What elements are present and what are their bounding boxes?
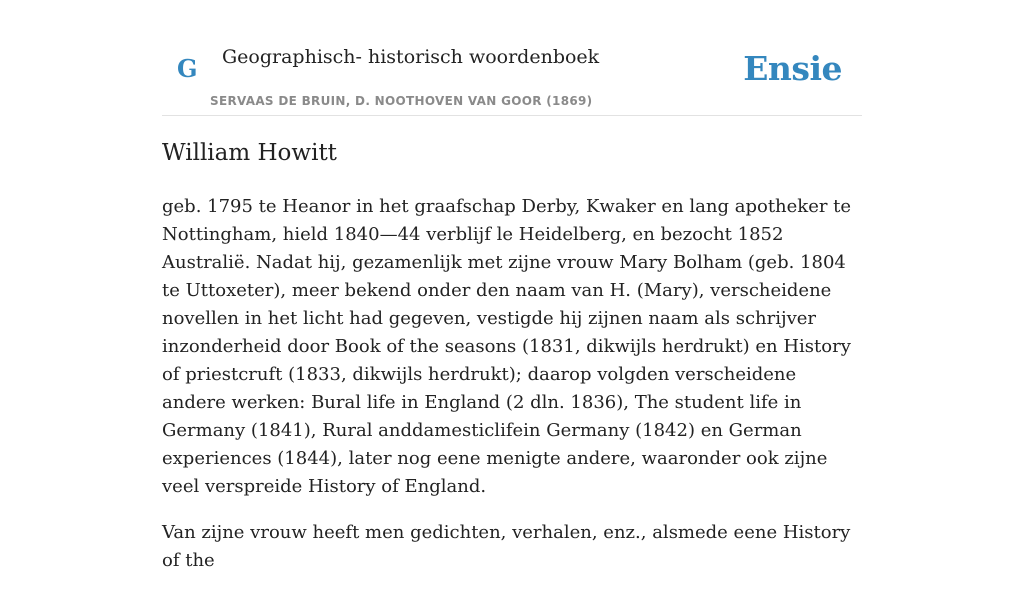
entry-title: William Howitt [162, 140, 337, 166]
entry-paragraph: geb. 1795 te Heanor in het graafschap Derby, Kwaker en lang apotheker te Nottingham, hield 1840—44 verblijf le Heidelberg, en bezocht 1852 Australië. Nadat hij, gezamenlijk met zijne vrouw Mary Bolham (geb. 1804 te Uttoxeter), meer bekend onder den naam van H. (Mary), verscheidene novellen in het licht had gegeven, vestigde hij zijnen naam als schrijver inzonderheid door Book of the seasons (1831, dikwijls herdrukt) en History of priestcruft (1833, dikwijls herdrukt); daarop volgden verscheidene andere werken: Bural life in England (2 dln. 1836), The student life in Germany (1841), Rural anddamesticlifein Germany (1842) en German experiences (1844), later nog eene menigte andere, waaronder ook zijne veel verspreide History of England. [162, 196, 852, 497]
header [162, 38, 862, 116]
book-authors: SERVAAS DE BRUIN, D. NOOTHOVEN VAN GOOR (1869) [210, 94, 593, 108]
book-title[interactable]: Geographisch- historisch woordenboek [222, 46, 600, 68]
entry-paragraph: Van zijne vrouw heeft men gedichten, verhalen, enz., alsmede eene History of the [162, 522, 851, 571]
entry-body [162, 193, 862, 593]
brand-logo[interactable]: Ensie [743, 49, 842, 88]
book-logo-icon[interactable]: G [177, 54, 198, 83]
